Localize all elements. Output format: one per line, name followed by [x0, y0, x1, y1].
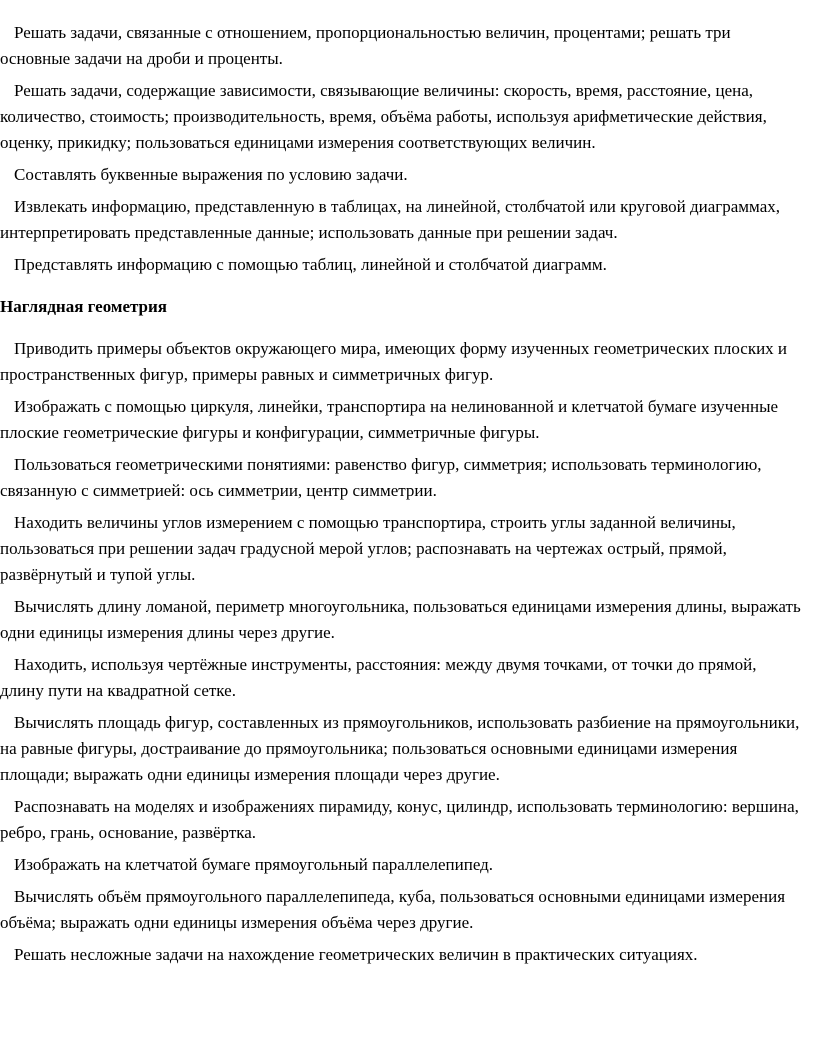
paragraph-text: Находить, используя чертёжные инструменты, расстояния: между двумя точками, от точки до прямой, длину пути на квадратной сетке.: [0, 655, 757, 700]
paragraph: [0, 594, 804, 646]
paragraph-text: Вычислять длину ломаной, периметр многоугольника, пользоваться единицами измерения длины, выражать одни единицы измерения длины через другие.: [0, 597, 801, 642]
paragraph-text: Распознавать на моделях и изображениях пирамиду, конус, цилиндр, использовать терминологию: вершина, ребро, грань, основание, развёртка.: [0, 797, 799, 842]
paragraph-text: Составлять буквенные выражения по условию задачи.: [14, 165, 408, 184]
paragraph: [0, 510, 804, 588]
paragraph: [0, 710, 804, 788]
section-heading: Наглядная геометрия: [0, 297, 168, 316]
paragraph: [0, 942, 804, 968]
paragraph: [0, 252, 804, 278]
paragraph-text: Приводить примеры объектов окружающего мира, имеющих форму изученных геометрических плоских и пространственных фигур, примеры равных и симметричных фигур.: [0, 339, 788, 384]
paragraph-text: Решать задачи, содержащие зависимости, связывающие величины: скорость, время, расстояние, цена, количество, стоимость; производительность, время, объёма работы, используя арифметические действия, оценку, прикидку; пользоваться единицами измерения соответствующих величин.: [0, 81, 767, 152]
paragraph: [0, 852, 804, 878]
paragraph-text: Вычислять площадь фигур, составленных из прямоугольников, использовать разбиение на прямоугольники, на равные фигуры, достраивание до прямоугольника; пользоваться основными единицами измерения площади; выражать одни единицы измерения площади через другие.: [0, 713, 800, 784]
paragraph-text: Пользоваться геометрическими понятиями: равенство фигур, симметрия; использовать терминологию, связанную с симметрией: ось симметрии, центр симметрии.: [0, 455, 762, 500]
paragraph: [0, 794, 804, 846]
paragraph: [0, 652, 804, 704]
paragraph-text: Изображать с помощью циркуля, линейки, транспортира на нелинованной и клетчатой бумаге изученные плоские геометрические фигуры и конфигурации, симметричные фигуры.: [0, 397, 779, 442]
paragraph: [0, 78, 804, 156]
paragraph: [0, 452, 804, 504]
paragraph-text: Изображать на клетчатой бумаге прямоугольный параллелепипед.: [14, 855, 494, 874]
paragraph: [0, 162, 804, 188]
paragraph-text: Представлять информацию с помощью таблиц, линейной и столбчатой диаграмм.: [14, 255, 607, 274]
paragraph: [0, 20, 804, 72]
paragraph: [0, 194, 804, 246]
paragraph-text: Решать задачи, связанные с отношением, пропорциональностью величин, процентами; решать три основные задачи на дроби и проценты.: [0, 23, 731, 68]
section-geometry: [0, 336, 804, 968]
paragraph-text: Вычислять объём прямоугольного параллелепипеда, куба, пользоваться основными единицами измерения объёма; выражать одни единицы измерения объёма через другие.: [0, 887, 786, 932]
paragraph-text: Решать несложные задачи на нахождение геометрических величин в практических ситуациях.: [14, 945, 698, 964]
paragraph: [0, 394, 804, 446]
paragraph-text: Находить величины углов измерением с помощью транспортира, строить углы заданной величины, пользоваться при решении задач градусной мерой углов; распознавать на чертежах острый, прямой, развёрнутый и тупой углы.: [0, 513, 736, 584]
section-arithmetic: [0, 20, 804, 278]
paragraph: [0, 336, 804, 388]
paragraph: [0, 884, 804, 936]
paragraph-text: Извлекать информацию, представленную в таблицах, на линейной, столбчатой или круговой диаграммах, интерпретировать представленные данные; использовать данные при решении задач.: [0, 197, 780, 242]
